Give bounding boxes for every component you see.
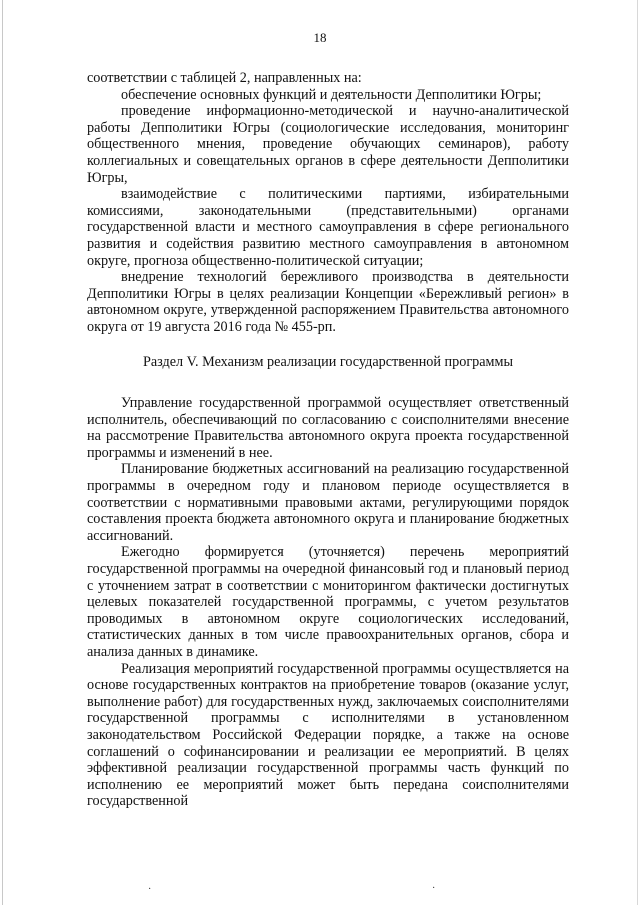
intro-line: соответствии с таблицей 2, направленных на: bbox=[87, 70, 362, 86]
bullet-item: проведение информационно-методической и научно-аналитической работы Депполитики Югры (социологические исследования, мониторинг общественного мнения, проведение обучающих семинаров), работу коллегиальных и совещательных органов в сфере деятельности Депполитики Югры, bbox=[87, 103, 569, 186]
scan-dot: · bbox=[432, 883, 436, 894]
scan-left-edge bbox=[2, 0, 3, 905]
page-number: 18 bbox=[313, 30, 327, 45]
body-paragraph: Планирование бюджетных ассигнований на реализацию государственной программы в очередном году и плановом периоде осуществляется в соответствии с нормативными правовыми актами, регулирующими порядок составления проекта бюджета автономного округа и планирование бюджетных ассигнований. bbox=[87, 461, 569, 544]
bullet-item: внедрение технологий бережливого производства в деятельности Депполитики Югры в целях реализации Концепции «Бережливый регион» в автономном округе, утвержденной распоряжением Правительства автономного округа от 19 августа 2016 года № 455-рп. bbox=[87, 269, 569, 335]
bullet-item: обеспечение основных функций и деятельности Депполитики Югры; bbox=[121, 86, 542, 103]
body-paragraph: Управление государственной программой осуществляет ответственный исполнитель, обеспечивающий по согласованию с соисполнителями внесение на рассмотрение Правительства автономного округа проекта государственной программы и изменений в нее. bbox=[87, 395, 569, 461]
scan-right-edge bbox=[637, 0, 638, 905]
body-paragraph: Реализация мероприятий государственной программы осуществляется на основе государственных контрактов на приобретение товаров (оказание услуг, выполнение работ) для государственных нужд, заключаемых соисполнителями государственной программы с исполнителями в установленном законодательством Российской Федерации порядке, а также на основе соглашений о софинансировании и реализации ее мероприятий. В целях эффективной реализации государственной программы часть функций по исполнению ее мероприятий может быть передана соисполнителями государственной bbox=[87, 660, 569, 810]
document-body bbox=[87, 70, 569, 810]
body-paragraph: Ежегодно формируется (уточняется) перечень мероприятий государственной программы на очередной финансовый год и плановый период с уточнением затрат в соответствии с мониторингом фактически достигнутых целевых показателей государственной программы, с учетом результатов проводимых в автономном округе социологических исследований, статистических данных в том числе правоохранительных органов, сбора и анализа данных в динамике. bbox=[87, 544, 569, 660]
bullet-item: взаимодействие с политическими партиями, избирательными комиссиями, законодательными (представительными) органами государственной власти и местного самоуправления в сфере регионального развития и содействия развитию местного самоуправления в автономном округе, прогноза общественно-политической ситуации; bbox=[87, 186, 569, 269]
scan-dot: · bbox=[148, 884, 152, 895]
section-heading: Раздел V. Механизм реализации государственной программы bbox=[142, 353, 514, 370]
